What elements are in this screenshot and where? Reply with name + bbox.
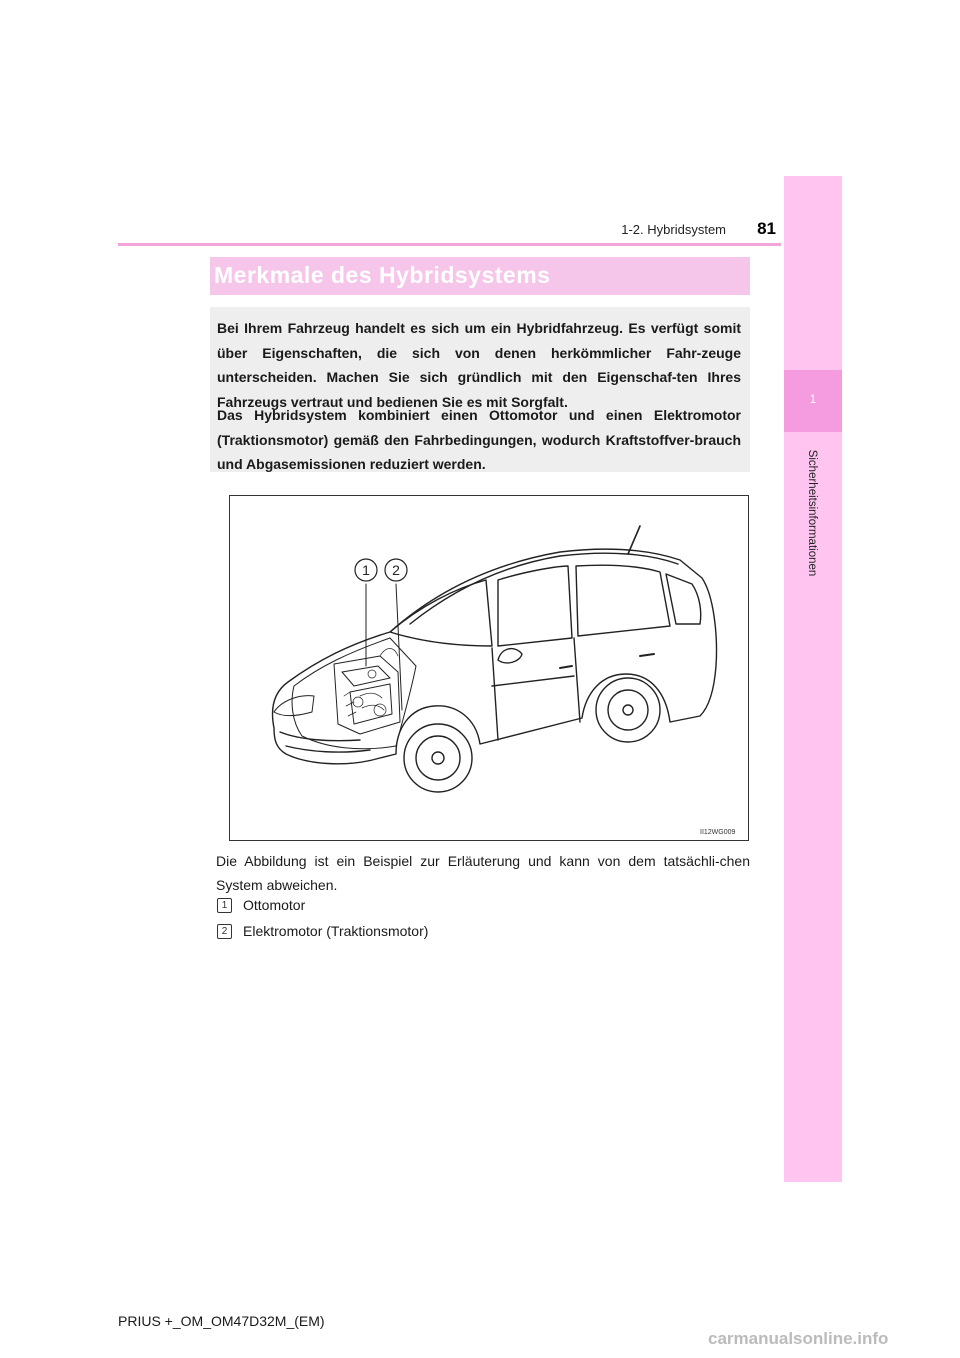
legend-label-2: Elektromotor (Traktionsmotor) [243,923,429,939]
figure-frame [229,495,749,841]
intro-paragraph-1: Bei Ihrem Fahrzeug handelt es sich um ein Hybridfahrzeug. Es verfügt somit über Eigenschaften, die sich von denen herkömmlicher Fahr-zeuge unterscheiden. Machen Sie sich gründlich mit den Eigenschaf-ten Ihres Fahrzeugs vertraut und bedienen Sie es mit Sorgfalt. [217,320,741,410]
legend-label-1: Ottomotor [243,897,306,913]
header-rule [118,243,781,246]
watermark: carmanualsonline.info [708,1329,889,1348]
callout-2: 2 [392,562,400,578]
intro-paragraph-2: Das Hybridsystem kombiniert einen Ottomotor und einen Elektromotor (Traktionsmotor) gemäß den Fahrbedingungen, wodurch Kraftstoffver-brauch und Abgasemissionen reduziert werden. [217,407,741,472]
footer-code: PRIUS +_OM_OM47D32M_(EM) [118,1313,325,1329]
side-tab-chapter-number: 1 [809,392,817,406]
side-tab-label-text: Sicherheitsinformationen [806,449,818,577]
side-tab [784,176,842,1182]
car-illustration [230,496,748,840]
page-title: Merkmale des Hybridsystems [214,262,551,288]
legend-number-1: 1 [217,898,232,913]
figure-caption: Die Abbildung ist ein Beispiel zur Erläuterung und kann von dem tatsächli-chen System abweichen. [216,853,750,893]
page-number: 81 [757,219,776,238]
legend-number-2: 2 [217,924,232,939]
section-label: 1-2. Hybridsystem [621,222,726,237]
callout-1: 1 [362,562,370,578]
figure-code: II12WG009 [700,829,736,836]
